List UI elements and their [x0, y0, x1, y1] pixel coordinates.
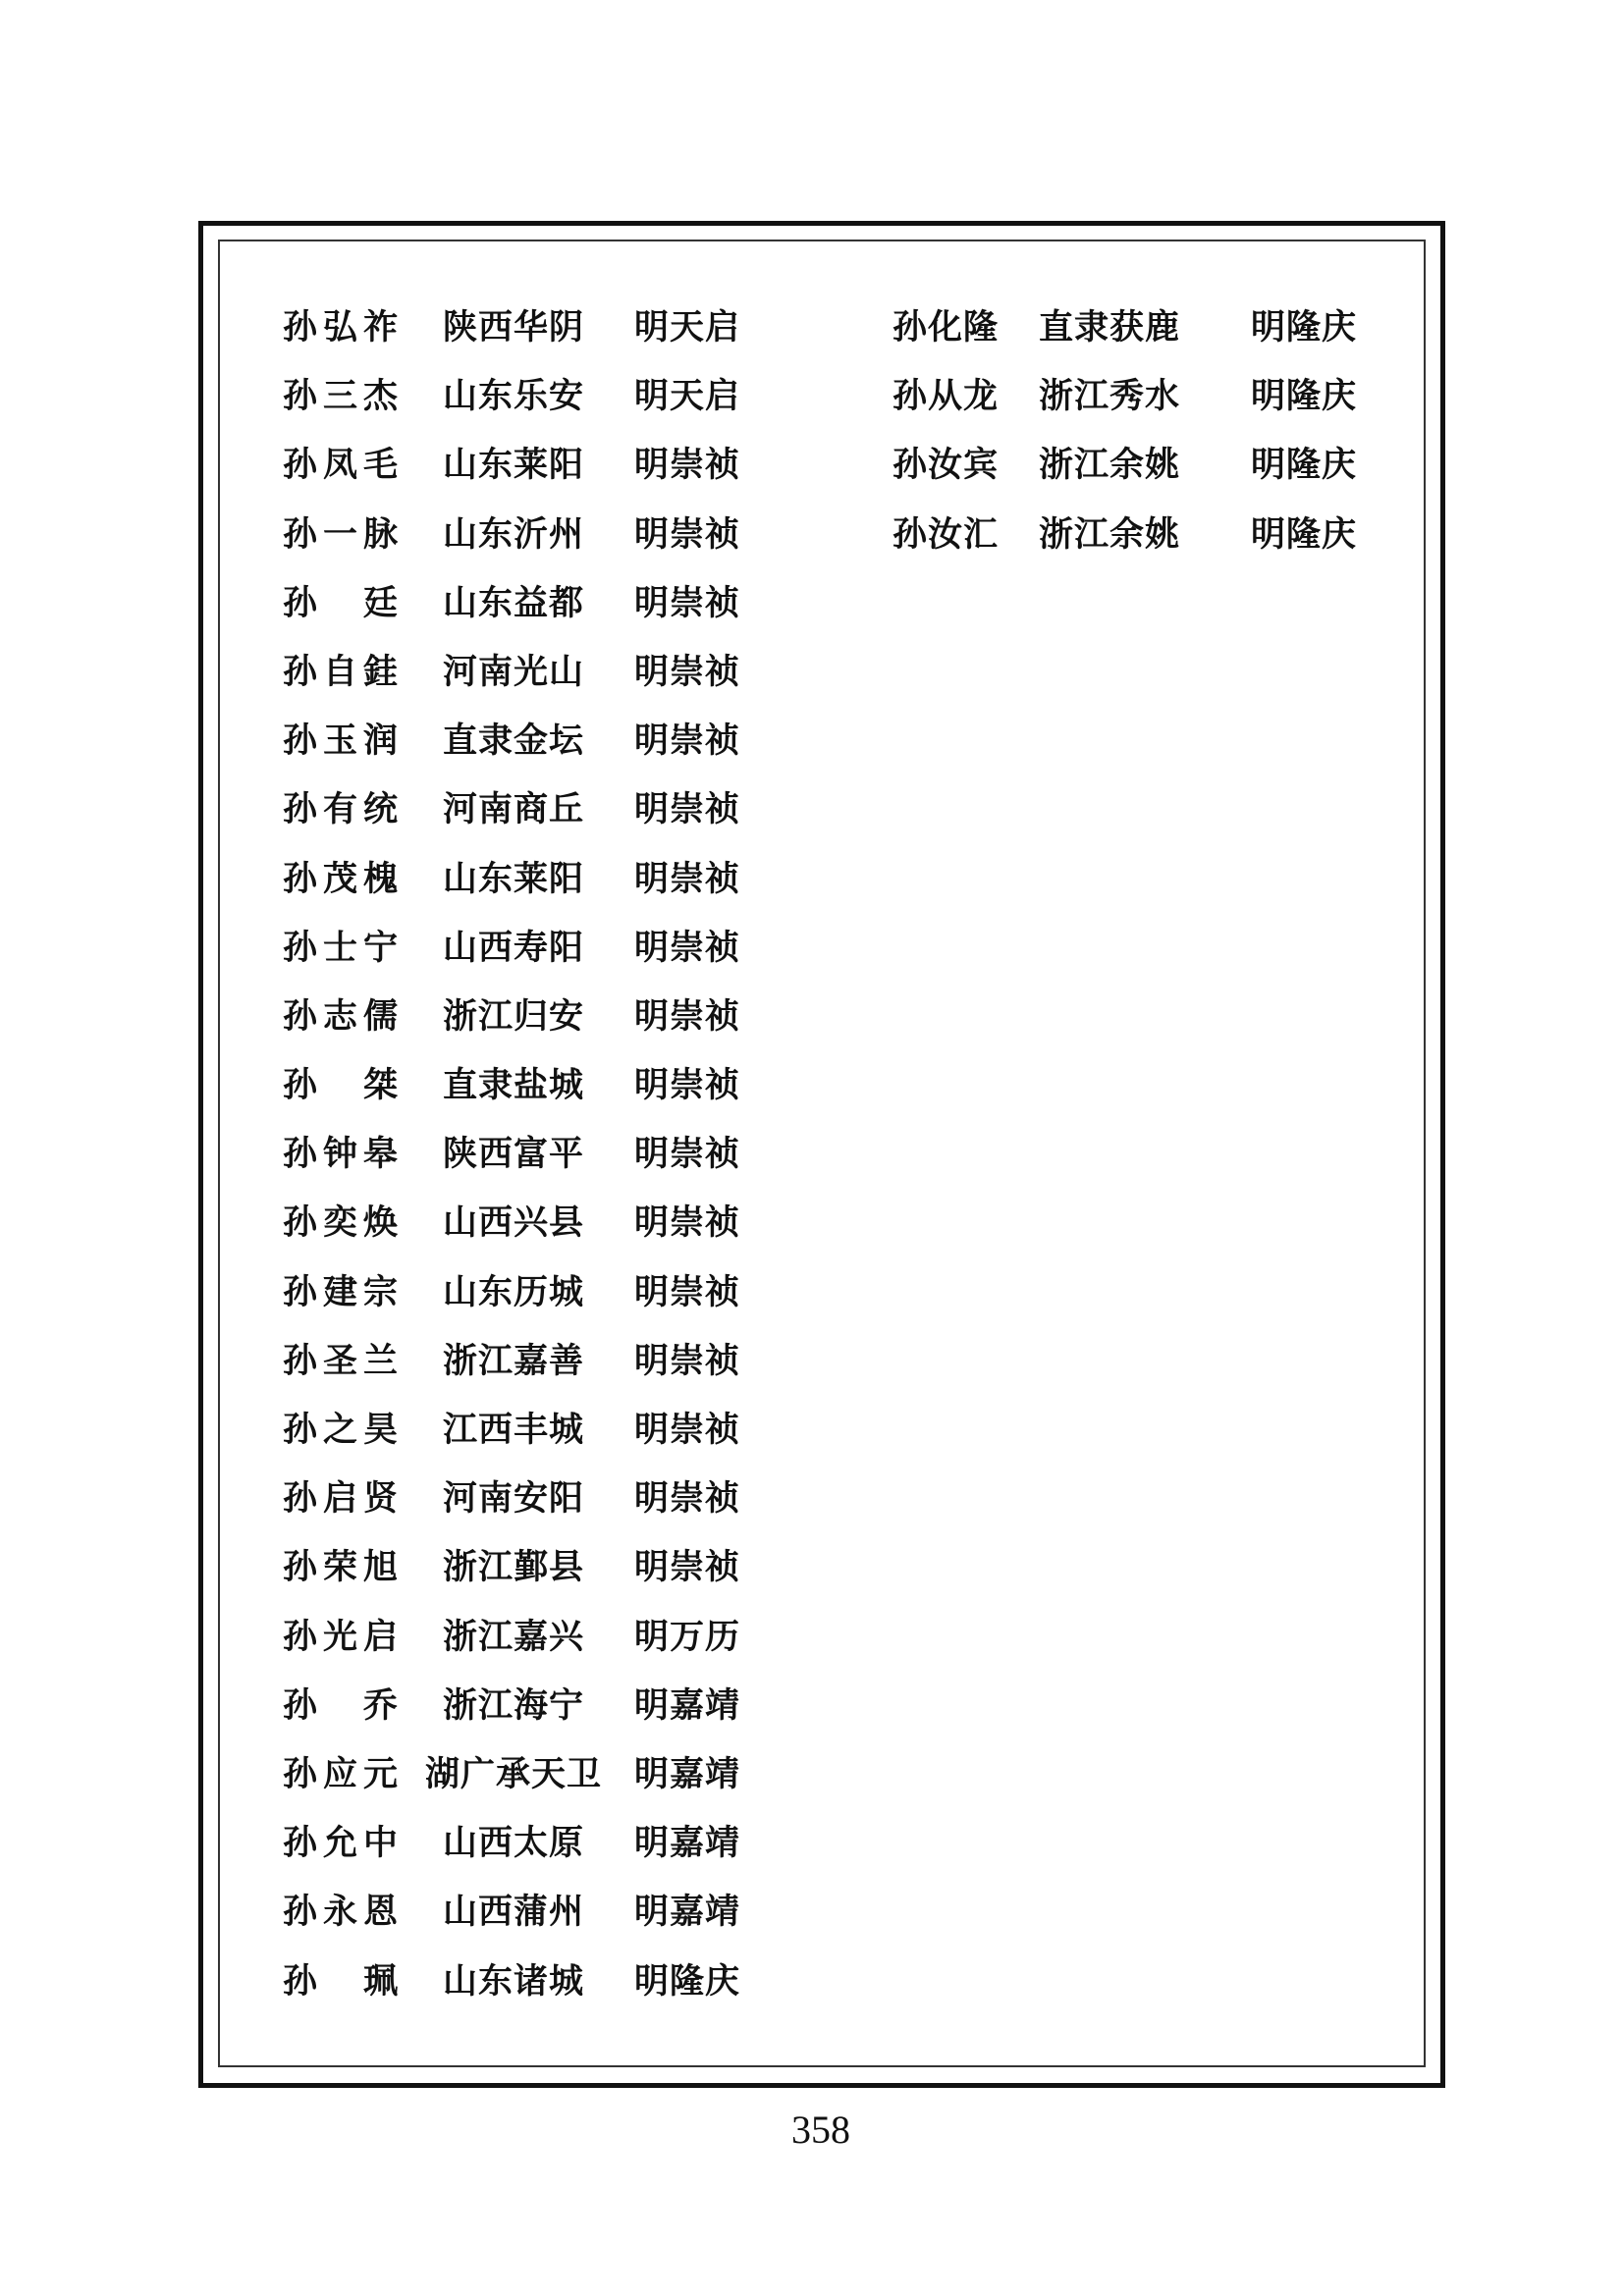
list-item — [0, 1809, 1623, 1878]
entry-place: 山东沂州 — [442, 513, 584, 555]
entry-era: 明崇祯 — [634, 1271, 741, 1312]
entry-name: 孙永恩 — [283, 1892, 405, 1933]
entry-era: 明崇祯 — [634, 513, 741, 555]
list-item — [0, 1051, 1623, 1120]
entry-name: 孙志儒 — [283, 995, 405, 1037]
entry-era: 明隆庆 — [1251, 445, 1358, 486]
list-item — [0, 1189, 1623, 1257]
entry-place: 山东诸城 — [442, 1960, 584, 2002]
entry-era: 明崇祯 — [634, 1065, 741, 1106]
entry-place: 山西太原 — [442, 1823, 584, 1864]
entry-era: 明隆庆 — [634, 1960, 741, 2002]
entry-place: 山西蒲州 — [442, 1892, 584, 1933]
list-item — [0, 1396, 1623, 1465]
entry-name: 孙钟皋 — [283, 1134, 405, 1175]
entry-place: 浙江嘉善 — [442, 1340, 584, 1381]
entry-name: 孙汝宾 — [893, 445, 1000, 486]
entry-place: 湖广承天卫 — [424, 1753, 602, 1794]
list-item — [0, 1740, 1623, 1809]
entry-place: 山东历城 — [442, 1271, 584, 1312]
entry-era: 明崇祯 — [634, 1478, 741, 1520]
entry-name: 孙奕焕 — [283, 1202, 405, 1244]
entry-name: 孙建宗 — [283, 1271, 405, 1312]
entry-place: 山东益都 — [442, 582, 584, 623]
entry-era: 明崇祯 — [634, 1547, 741, 1588]
entry-place: 浙江鄞县 — [442, 1547, 584, 1588]
entry-place: 河南光山 — [442, 651, 584, 692]
entry-era: 明崇祯 — [634, 582, 741, 623]
entry-era: 明崇祯 — [634, 445, 741, 486]
entry-place: 浙江归安 — [442, 995, 584, 1037]
list-item — [0, 914, 1623, 983]
entry-era: 明崇祯 — [634, 651, 741, 692]
entry-era: 明隆庆 — [1251, 376, 1358, 417]
entry-name: 孙士宁 — [283, 927, 405, 968]
list-item — [0, 1948, 1623, 2016]
entry-era: 明崇祯 — [634, 927, 741, 968]
entry-place: 浙江余姚 — [1039, 513, 1181, 555]
list-item — [0, 431, 1623, 500]
entry-name: 孙圣兰 — [283, 1340, 405, 1381]
list-item — [0, 1603, 1623, 1672]
page-number: 358 — [791, 2108, 850, 2152]
entry-name: 孙茂槐 — [283, 858, 405, 899]
entry-place: 江西丰城 — [442, 1410, 584, 1450]
entry-era: 明天启 — [634, 376, 741, 417]
entry-era: 明崇祯 — [634, 858, 741, 899]
list-item — [0, 1465, 1623, 1533]
entry-place: 直隶获鹿 — [1039, 307, 1181, 347]
list-item — [0, 1878, 1623, 1947]
entry-name: 孙汝汇 — [893, 513, 1000, 555]
entry-name: 孙光启 — [283, 1616, 405, 1657]
entry-place: 山东乐安 — [442, 376, 584, 417]
list-item — [0, 362, 1623, 431]
entry-place: 陕西华阴 — [442, 307, 584, 347]
entry-place: 山东莱阳 — [442, 858, 584, 899]
entry-era: 明嘉靖 — [634, 1684, 741, 1726]
entry-place: 陕西富平 — [442, 1134, 584, 1175]
entry-era: 明嘉靖 — [634, 1892, 741, 1933]
entry-name: 孙 珮 — [283, 1960, 405, 2002]
entry-place: 山西兴县 — [442, 1202, 584, 1244]
entry-era: 明崇祯 — [634, 1410, 741, 1450]
entry-era: 明崇祯 — [634, 1202, 741, 1244]
entry-era: 明崇祯 — [634, 789, 741, 830]
entry-era: 明嘉靖 — [634, 1753, 741, 1794]
entry-name: 孙自銈 — [283, 651, 405, 692]
list-item — [0, 1533, 1623, 1602]
entry-place: 山东莱阳 — [442, 445, 584, 486]
entry-name: 孙 廷 — [283, 582, 405, 623]
entry-era: 明崇祯 — [634, 1340, 741, 1381]
list-item — [0, 294, 1623, 362]
entry-name: 孙凤毛 — [283, 445, 405, 486]
entry-name: 孙化隆 — [893, 307, 1000, 347]
entry-place: 浙江嘉兴 — [442, 1616, 584, 1657]
list-item — [0, 569, 1623, 638]
list-item — [0, 983, 1623, 1051]
entry-place: 山西寿阳 — [442, 927, 584, 968]
list-item — [0, 1327, 1623, 1396]
entry-era: 明崇祯 — [634, 995, 741, 1037]
list-item — [0, 845, 1623, 914]
list-item — [0, 638, 1623, 707]
entry-place: 直隶金坛 — [442, 721, 584, 762]
list-item — [0, 775, 1623, 844]
entry-name: 孙允中 — [283, 1823, 405, 1864]
list-item — [0, 1258, 1623, 1327]
entry-name: 孙 乔 — [283, 1684, 405, 1726]
right-name-list — [0, 294, 1623, 569]
list-item — [0, 1120, 1623, 1189]
entry-name: 孙玉润 — [283, 721, 405, 762]
entry-name: 孙 桀 — [283, 1065, 405, 1106]
entry-era: 明天启 — [634, 307, 741, 347]
entry-name: 孙之昊 — [283, 1410, 405, 1450]
entry-era: 明隆庆 — [1251, 307, 1358, 347]
entry-place: 河南安阳 — [442, 1478, 584, 1520]
entry-era: 明嘉靖 — [634, 1823, 741, 1864]
entry-name: 孙有统 — [283, 789, 405, 830]
entry-name: 孙启贤 — [283, 1478, 405, 1520]
entry-place: 浙江余姚 — [1039, 445, 1181, 486]
list-item — [0, 1672, 1623, 1740]
entry-name: 孙三杰 — [283, 376, 405, 417]
entry-era: 明崇祯 — [634, 1134, 741, 1175]
entry-name: 孙应元 — [283, 1753, 405, 1794]
entry-name: 孙弘祚 — [283, 307, 405, 347]
entry-era: 明万历 — [634, 1616, 741, 1657]
entry-place: 浙江秀水 — [1039, 376, 1181, 417]
entry-era: 明隆庆 — [1251, 513, 1358, 555]
entry-era: 明崇祯 — [634, 721, 741, 762]
entry-place: 直隶盐城 — [442, 1065, 584, 1106]
entry-name: 孙从龙 — [893, 376, 1000, 417]
entry-place: 浙江海宁 — [442, 1684, 584, 1726]
list-item — [0, 501, 1623, 569]
entry-name: 孙荣旭 — [283, 1547, 405, 1588]
entry-place: 河南商丘 — [442, 789, 584, 830]
list-item — [0, 707, 1623, 775]
entry-name: 孙一脉 — [283, 513, 405, 555]
